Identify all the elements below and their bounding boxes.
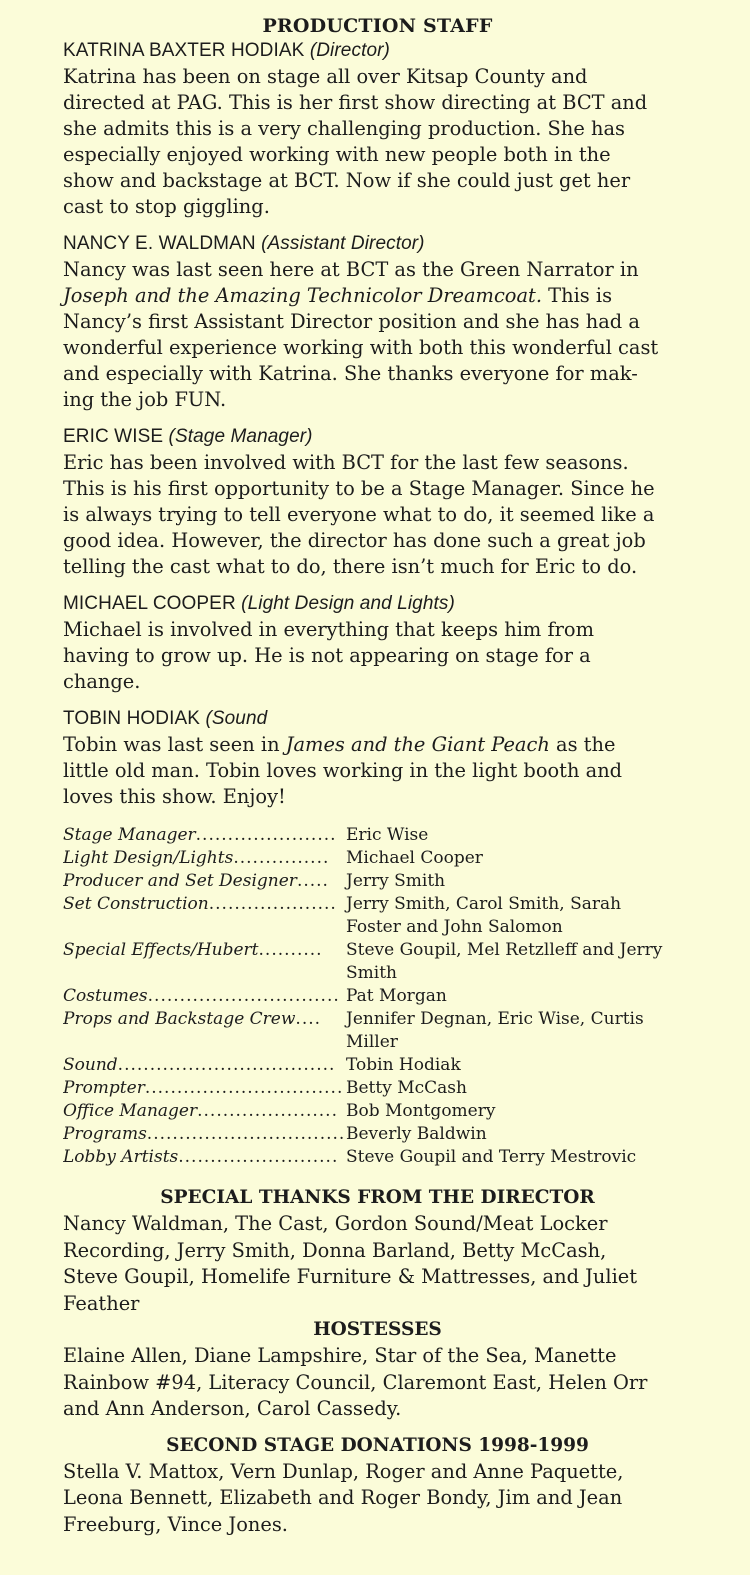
- crew-role: [63, 1100, 346, 1123]
- crew-row: [63, 847, 692, 870]
- bio-role: (Assistant Director): [261, 233, 425, 254]
- crew-role: [63, 1146, 346, 1169]
- bio-line: [63, 732, 692, 758]
- crew-role: [63, 1054, 346, 1077]
- special-thanks-heading: SPECIAL THANKS FROM THE DIRECTOR: [160, 1187, 595, 1208]
- crew-role-text: Sound: [63, 1055, 118, 1075]
- special-thanks-list: [63, 1211, 692, 1317]
- bio-nancy-waldman: [63, 231, 692, 413]
- hostesses-line: and Ann Anderson, Carol Cassedy.: [63, 1397, 402, 1420]
- crew-name-line: Eric Wise: [346, 825, 429, 845]
- bio-line: [63, 283, 692, 309]
- thanks-line: Feather: [63, 1291, 140, 1315]
- donations-heading: SECOND STAGE DONATIONS 1998-1999: [166, 1434, 589, 1456]
- donations-line: Leona Bennett, Elizabeth and Roger Bondy, Jim and Jean: [63, 1486, 623, 1509]
- bio-tobin-hodiak: [63, 706, 692, 810]
- bio-text: [63, 450, 692, 580]
- show-title: Joseph and the Amazing Technicolor Dreamcoat.: [63, 284, 542, 307]
- hostesses-list: [63, 1343, 692, 1423]
- bio-role: (Stage Manager): [168, 426, 313, 447]
- crew-row: [63, 985, 692, 1008]
- crew-role-text: Prompter: [63, 1078, 145, 1098]
- crew-name: [346, 847, 692, 870]
- leader-dots: ...............................: [144, 1078, 344, 1098]
- crew-name: [346, 893, 692, 939]
- crew-role-text: Costumes: [63, 986, 148, 1006]
- crew-row: [63, 824, 692, 847]
- bio-line: directed at PAG. This is her first show directing at BCT and: [63, 91, 648, 114]
- crew-name-line: Pat Morgan: [346, 986, 447, 1006]
- bio-name: ERIC WISE: [63, 426, 164, 447]
- crew-row: [63, 1054, 692, 1077]
- bio-text: [63, 64, 692, 220]
- crew-name-line: Foster and John Salomon: [346, 917, 563, 937]
- bio-line: wonderful experience working with both this wonderful cast: [63, 336, 659, 359]
- bio-line: having to grow up. He is not appearing on stage for a: [63, 644, 591, 667]
- bio-line: Nancy’s first Assistant Director position and she has had a: [63, 310, 640, 333]
- crew-name-line: Jerry Smith: [346, 871, 446, 891]
- show-title: James and the Giant Peach: [285, 733, 550, 756]
- crew-name: [346, 1123, 692, 1146]
- bio-name-line: [63, 706, 692, 732]
- bio-katrina-hodiak: [63, 38, 692, 220]
- crew-name-line: Bob Montgomery: [346, 1101, 496, 1121]
- bio-text: [63, 617, 692, 695]
- crew-row: [63, 893, 692, 939]
- bio-line: Eric has been involved with BCT for the last few seasons.: [63, 451, 629, 474]
- bio-line: ing the job FUN.: [63, 388, 227, 411]
- bio-line-rest: This is: [542, 284, 613, 307]
- bio-line-post: as the: [549, 733, 616, 756]
- crew-name-line: Jennifer Degnan, Eric Wise, Curtis: [346, 1009, 644, 1029]
- crew-name: [346, 1100, 692, 1123]
- bio-name-line: [63, 38, 692, 64]
- crew-row: [63, 870, 692, 893]
- bio-line: Michael is involved in everything that keeps him from: [63, 618, 594, 641]
- hostesses-line: Elaine Allen, Diane Lampshire, Star of the Sea, Manette: [63, 1344, 617, 1367]
- leader-dots: ...............: [233, 848, 330, 868]
- crew-role-text: Office Manager: [63, 1101, 198, 1121]
- crew-role: [63, 893, 346, 939]
- bio-line: change.: [63, 670, 141, 693]
- crew-name: [346, 1008, 692, 1054]
- crew-role: [63, 1123, 346, 1146]
- crew-row: [63, 1008, 692, 1054]
- donations-list: [63, 1459, 692, 1539]
- bio-line: telling the cast what to do, there isn’t much for Eric to do.: [63, 555, 638, 578]
- crew-role: [63, 870, 346, 893]
- bio-text: [63, 257, 692, 413]
- crew-role-text: Producer and Set Designer: [63, 871, 297, 891]
- crew-row: [63, 1100, 692, 1123]
- bio-text: [63, 732, 692, 810]
- crew-role-text: Special Effects/Hubert: [63, 940, 259, 960]
- bio-line: and especially with Katrina. She thanks everyone for mak-: [63, 362, 638, 385]
- leader-dots: ...............................: [146, 1124, 346, 1144]
- leader-dots: ..............................: [147, 986, 340, 1006]
- bio-name: KATRINA BAXTER HODIAK: [63, 40, 305, 61]
- bio-line: is always trying to tell everyone what to do, it seemed like a: [63, 503, 655, 526]
- crew-row: [63, 1146, 692, 1169]
- crew-role: [63, 847, 346, 870]
- crew-role: [63, 1077, 346, 1100]
- leader-dots: ..........: [258, 940, 323, 960]
- crew-role: [63, 824, 346, 847]
- crew-name-line: Michael Cooper: [346, 848, 483, 868]
- thanks-line: Nancy Waldman, The Cast, Gordon Sound/Meat Locker: [63, 1212, 608, 1235]
- crew-name-line: Steve Goupil, Mel Retzlleff and Jerry: [346, 940, 663, 960]
- crew-name: [346, 824, 692, 847]
- crew-role-text: Stage Manager: [63, 825, 196, 845]
- bio-name-line: [63, 231, 692, 257]
- leader-dots: ....................: [208, 894, 337, 914]
- bio-line: Katrina has been on stage all over Kitsap County and: [63, 65, 588, 88]
- crew-role-text: Light Design/Lights: [63, 848, 234, 868]
- crew-role-text: Set Construction: [63, 894, 209, 914]
- bio-name-line: [63, 424, 692, 450]
- bio-name: NANCY E. WALDMAN: [63, 233, 256, 254]
- bio-line: cast to stop giggling.: [63, 195, 270, 218]
- leader-dots: ....: [295, 1009, 322, 1029]
- leader-dots: ......................: [195, 825, 337, 845]
- leader-dots: .........................: [178, 1147, 339, 1167]
- bio-michael-cooper: [63, 591, 692, 695]
- crew-role: [63, 939, 346, 985]
- crew-name-line: Miller: [346, 1032, 398, 1052]
- crew-name-line: Steve Goupil and Terry Mestrovic: [346, 1147, 637, 1167]
- bio-line: loves this show. Enjoy!: [63, 785, 286, 808]
- crew-role: [63, 985, 346, 1008]
- bio-role: (Director): [309, 40, 390, 61]
- bio-line: she admits this is a very challenging production. She has: [63, 117, 625, 140]
- bio-line: Nancy was last seen here at BCT as the Green Narrator in: [63, 258, 639, 281]
- crew-role-text: Props and Backstage Crew: [63, 1009, 296, 1029]
- donations-line: Freeburg, Vince Jones.: [63, 1512, 288, 1536]
- bio-name: MICHAEL COOPER: [63, 593, 236, 614]
- crew-name: [346, 939, 692, 985]
- hostesses-heading: HOSTESSES: [313, 1319, 442, 1340]
- bio-role: (Light Design and Lights): [241, 593, 455, 614]
- crew-name: [346, 985, 692, 1008]
- hostesses-line: Rainbow #94, Literacy Council, Claremont East, Helen Orr: [63, 1370, 648, 1394]
- leader-dots: .....: [296, 871, 329, 891]
- crew-name: [346, 1077, 692, 1100]
- crew-name-line: Smith: [346, 963, 397, 983]
- leader-dots: ......................: [197, 1101, 338, 1121]
- bio-name: TOBIN HODIAK: [63, 708, 201, 729]
- crew-name-line: Tobin Hodiak: [346, 1055, 461, 1075]
- crew-name: [346, 1054, 692, 1077]
- thanks-line: Steve Goupil, Homelife Furniture & Mattresses, and Juliet: [63, 1265, 638, 1288]
- crew-list: [63, 824, 692, 1169]
- bio-line: little old man. Tobin loves working in the light booth and: [63, 759, 623, 782]
- donations-line: Stella V. Mattox, Vern Dunlap, Roger and Anne Paquette,: [63, 1459, 624, 1483]
- bio-line-pre: Tobin was last seen in: [63, 733, 286, 756]
- bio-role: (Sound: [205, 708, 268, 729]
- crew-row: [63, 1123, 692, 1146]
- crew-name-line: Beverly Baldwin: [346, 1124, 487, 1144]
- crew-row: [63, 939, 692, 985]
- crew-name-line: Betty McCash: [346, 1078, 467, 1098]
- crew-role-text: Programs: [63, 1124, 147, 1144]
- crew-name: [346, 1146, 692, 1169]
- leader-dots: ..................................: [117, 1055, 336, 1075]
- crew-name-line: Jerry Smith, Carol Smith, Sarah: [346, 894, 622, 914]
- bio-line: This is his first opportunity to be a Stage Manager. Since he: [63, 477, 655, 500]
- bio-line: especially enjoyed working with new people both in the: [63, 143, 611, 166]
- bio-eric-wise: [63, 424, 692, 580]
- crew-row: [63, 1077, 692, 1100]
- production-staff-heading: PRODUCTION STAFF: [262, 15, 493, 37]
- thanks-line: Recording, Jerry Smith, Donna Barland, Betty McCash,: [63, 1238, 607, 1262]
- crew-role: [63, 1008, 346, 1054]
- bio-line: show and backstage at BCT. Now if she could just get her: [63, 169, 631, 192]
- bio-line: good idea. However, the director has done such a great job: [63, 529, 646, 552]
- bio-name-line: [63, 591, 692, 617]
- crew-role-text: Lobby Artists: [63, 1147, 179, 1167]
- crew-name: [346, 870, 692, 893]
